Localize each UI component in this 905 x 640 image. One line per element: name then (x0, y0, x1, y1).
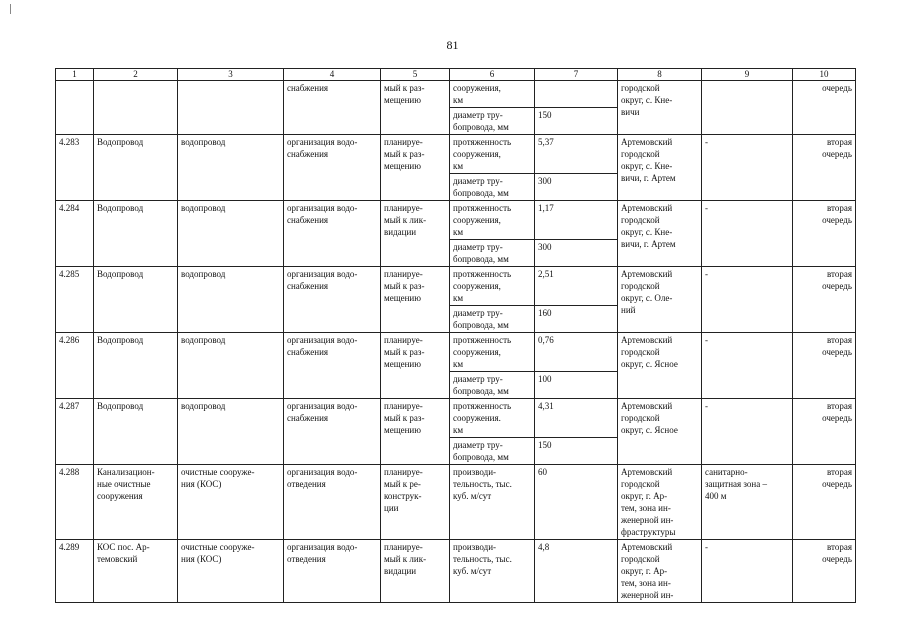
restriction-zone: - (702, 201, 793, 267)
param-value: 4,8 (535, 540, 618, 603)
restriction-zone: - (702, 540, 793, 603)
corner-mark (10, 4, 11, 14)
page-number: 81 (446, 38, 459, 52)
object-status: планируе- мый к лик- видации (381, 540, 450, 603)
param-label: диаметр тру- бопровода, мм (450, 108, 535, 135)
param-label: протяженность сооружения. км (450, 399, 535, 438)
object-location: Артемовский городской округ, г. Ар- тем, зона ин- женерной ин- (618, 540, 702, 603)
restriction-zone: - (702, 267, 793, 333)
object-type: водопровод (178, 201, 284, 267)
table-row (56, 81, 856, 108)
restriction-zone (702, 81, 793, 135)
object-purpose: организация водо- снабжения (284, 135, 381, 201)
row-id: 4.286 (56, 333, 94, 399)
object-type: очистные сооруже- ния (КОС) (178, 540, 284, 603)
object-purpose: организация водо- отведения (284, 465, 381, 540)
param-value: 60 (535, 465, 618, 540)
param-value: 0,76 (535, 333, 618, 372)
implementation-stage: вторая очередь (793, 135, 856, 201)
object-type: водопровод (178, 135, 284, 201)
implementation-stage: вторая очередь (793, 540, 856, 603)
column-number: 3 (178, 69, 284, 81)
column-number: 7 (535, 69, 618, 81)
param-value: 150 (535, 108, 618, 135)
object-purpose: организация водо- отведения (284, 540, 381, 603)
column-number: 10 (793, 69, 856, 81)
param-label: диаметр тру- бопровода, мм (450, 306, 535, 333)
object-type (178, 81, 284, 135)
object-type: очистные сооруже- ния (КОС) (178, 465, 284, 540)
object-type: водопровод (178, 267, 284, 333)
restriction-zone: - (702, 333, 793, 399)
infrastructure-table (55, 68, 856, 603)
object-location: Артемовский городской округ, с. Оле- ний (618, 267, 702, 333)
param-label: протяженность сооружения, км (450, 267, 535, 306)
table-row (56, 135, 856, 174)
param-label: диаметр тру- бопровода, мм (450, 438, 535, 465)
param-value: 300 (535, 240, 618, 267)
object-purpose: организация водо- снабжения (284, 267, 381, 333)
row-id: 4.285 (56, 267, 94, 333)
column-number-row (56, 69, 856, 81)
object-location: Артемовский городской округ, с. Кне- вичи, г. Артем (618, 201, 702, 267)
param-value: 100 (535, 372, 618, 399)
param-label: протяженность сооружения, км (450, 201, 535, 240)
object-status: мый к раз- мещению (381, 81, 450, 135)
object-purpose: снабжения (284, 81, 381, 135)
object-purpose: организация водо- снабжения (284, 399, 381, 465)
param-value: 160 (535, 306, 618, 333)
object-location: Артемовский городской округ, с. Кне- вичи, г. Артем (618, 135, 702, 201)
table-row (56, 267, 856, 306)
object-name: КОС пос. Ар- темовский (94, 540, 178, 603)
param-label: производи- тельность, тыс. куб. м/сут (450, 465, 535, 540)
object-status: планируе- мый к раз- мещению (381, 333, 450, 399)
param-label: диаметр тру- бопровода, мм (450, 174, 535, 201)
object-status: планируе- мый к раз- мещению (381, 135, 450, 201)
restriction-zone: - (702, 135, 793, 201)
column-number: 6 (450, 69, 535, 81)
param-label: протяженность сооружения, км (450, 135, 535, 174)
column-number: 5 (381, 69, 450, 81)
object-purpose: организация водо- снабжения (284, 333, 381, 399)
column-number: 9 (702, 69, 793, 81)
param-value: 5,37 (535, 135, 618, 174)
object-purpose: организация водо- снабжения (284, 201, 381, 267)
restriction-zone: - (702, 399, 793, 465)
object-location: Артемовский городской округ, с. Ясное (618, 399, 702, 465)
object-location: городской округ, с. Кне- вичи (618, 81, 702, 135)
object-status: планируе- мый к ре- конструк- ции (381, 465, 450, 540)
param-label: диаметр тру- бопровода, мм (450, 240, 535, 267)
column-number: 4 (284, 69, 381, 81)
param-value: 300 (535, 174, 618, 201)
table-row (56, 333, 856, 372)
object-name: Канализацион- ные очистные сооружения (94, 465, 178, 540)
table-row (56, 399, 856, 438)
row-id: 4.289 (56, 540, 94, 603)
object-type: водопровод (178, 333, 284, 399)
table-row (56, 540, 856, 603)
param-label: протяженность сооружения, км (450, 333, 535, 372)
implementation-stage: вторая очередь (793, 267, 856, 333)
implementation-stage: вторая очередь (793, 201, 856, 267)
object-status: планируе- мый к раз- мещению (381, 267, 450, 333)
param-value: 150 (535, 438, 618, 465)
row-id (56, 81, 94, 135)
param-value: 4,31 (535, 399, 618, 438)
row-id: 4.287 (56, 399, 94, 465)
implementation-stage: очередь (793, 81, 856, 135)
implementation-stage: вторая очередь (793, 399, 856, 465)
object-location: Артемовский городской округ, г. Ар- тем, зона ин- женерной ин- фраструктуры (618, 465, 702, 540)
row-id: 4.283 (56, 135, 94, 201)
object-status: планируе- мый к раз- мещению (381, 399, 450, 465)
param-label: производи- тельность, тыс. куб. м/сут (450, 540, 535, 603)
table-row (56, 465, 856, 540)
object-name: Водопровод (94, 333, 178, 399)
object-name (94, 81, 178, 135)
restriction-zone: санитарно- защитная зона – 400 м (702, 465, 793, 540)
implementation-stage: вторая очередь (793, 333, 856, 399)
param-value: 1,17 (535, 201, 618, 240)
object-location: Артемовский городской округ, с. Ясное (618, 333, 702, 399)
object-name: Водопровод (94, 267, 178, 333)
row-id: 4.284 (56, 201, 94, 267)
param-label: сооружения, км (450, 81, 535, 108)
param-value: 2,51 (535, 267, 618, 306)
object-name: Водопровод (94, 135, 178, 201)
column-number: 8 (618, 69, 702, 81)
object-name: Водопровод (94, 201, 178, 267)
object-name: Водопровод (94, 399, 178, 465)
object-status: планируе- мый к лик- видации (381, 201, 450, 267)
param-value (535, 81, 618, 108)
table-row (56, 201, 856, 240)
object-type: водопровод (178, 399, 284, 465)
param-label: диаметр тру- бопровода, мм (450, 372, 535, 399)
row-id: 4.288 (56, 465, 94, 540)
column-number: 1 (56, 69, 94, 81)
column-number: 2 (94, 69, 178, 81)
implementation-stage: вторая очередь (793, 465, 856, 540)
